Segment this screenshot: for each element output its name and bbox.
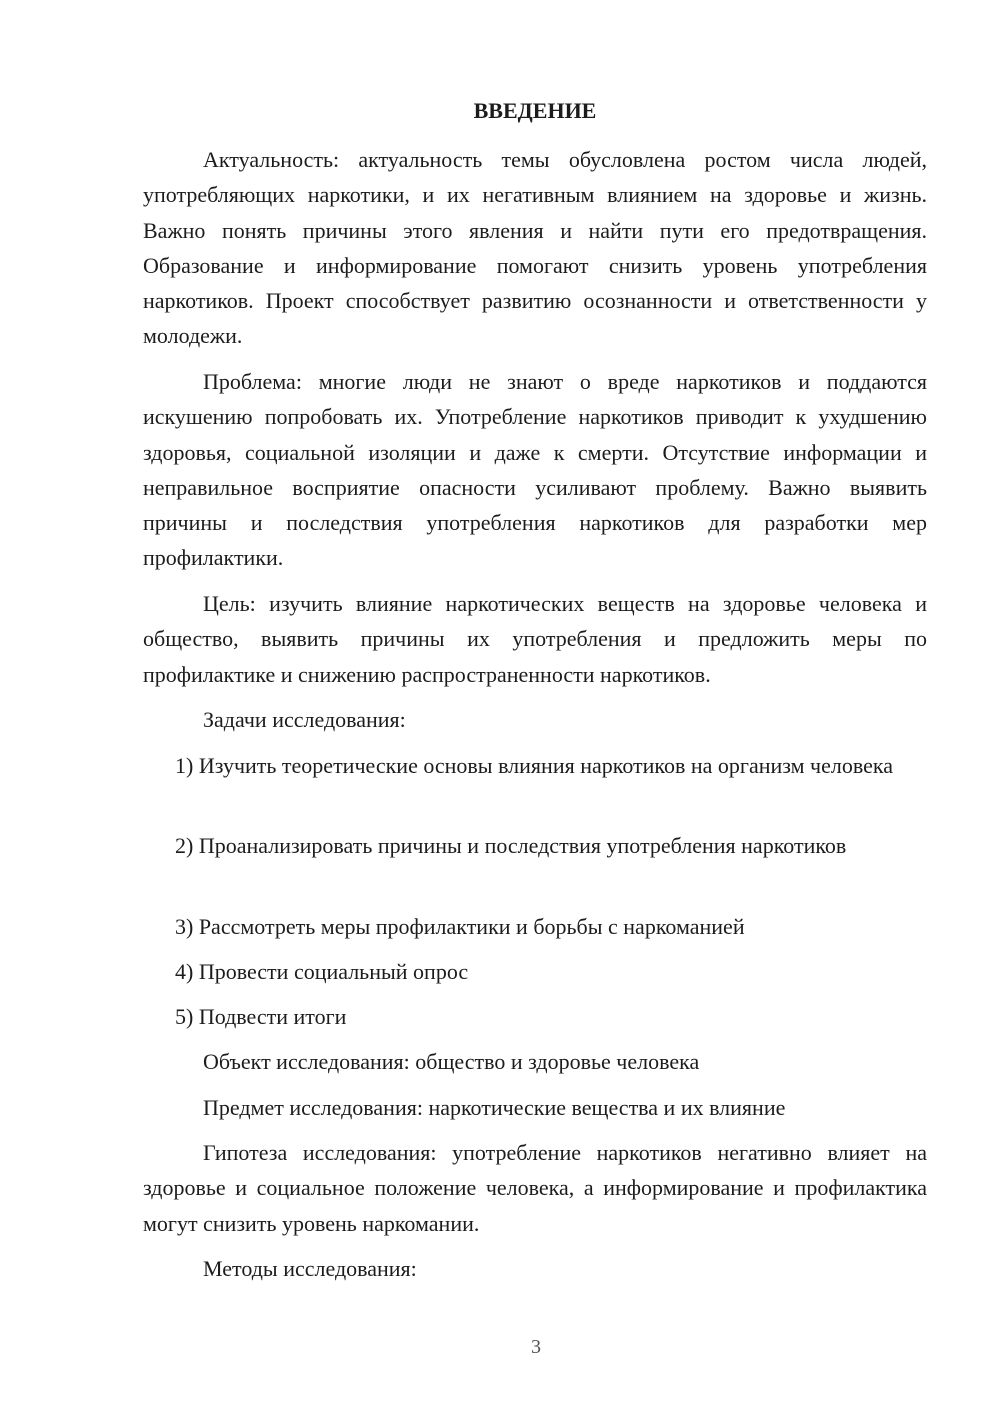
research-methods: Методы исследования: xyxy=(203,1256,417,1281)
research-hypothesis: Гипотеза исследования: употребление наркотиков негативно влияет на здоровье и социальное положение человека, а информирование и профилактика могут снизить уровень наркомании. xyxy=(143,1140,927,1236)
task-item-3: 3) Рассмотреть меры профилактики и борьбы с наркоманией xyxy=(175,914,745,939)
task-item-2: 2) Проанализировать причины и последствия употребления наркотиков xyxy=(175,833,847,858)
research-subject: Предмет исследования: наркотические вещества и их влияние xyxy=(203,1095,786,1120)
paragraph-goal: Цель: изучить влияние наркотических веществ на здоровье человека и общество, выявить причины их употребления и предложить меры по профилактике и снижению распространенности наркотиков. xyxy=(143,591,927,687)
paragraph-problem: Проблема: многие люди не знают о вреде наркотиков и поддаются искушению попробовать их. Употребление наркотиков приводит к ухудшению здоровья, социальной изоляции и даже к смерти. Отсутствие информации и неправильное восприятие опасности усиливают проблему. Важно выявить причины и последствия употребления наркотиков для разработки мер профилактики. xyxy=(143,369,927,571)
page-title: ВВЕДЕНИЕ xyxy=(473,98,597,123)
research-object: Объект исследования: общество и здоровье человека xyxy=(203,1049,700,1074)
paragraph-relevance: Актуальность: актуальность темы обусловлена ростом числа людей, употребляющих наркотики, и их негативным влиянием на здоровье и жизнь. Важно понять причины этого явления и найти пути его предотвращения. Образование и информирование помогают снизить уровень употребления наркотиков. Проект способствует развитию осознанности и ответственности у молодежи. xyxy=(143,147,927,349)
task-item-5: 5) Подвести итоги xyxy=(175,1004,347,1029)
page-number: 3 xyxy=(531,1336,541,1358)
tasks-heading: Задачи исследования: xyxy=(203,707,406,732)
task-item-1: 1) Изучить теоретические основы влияния наркотиков на организм человека xyxy=(175,753,894,778)
task-item-4: 4) Провести социальный опрос xyxy=(175,959,469,984)
